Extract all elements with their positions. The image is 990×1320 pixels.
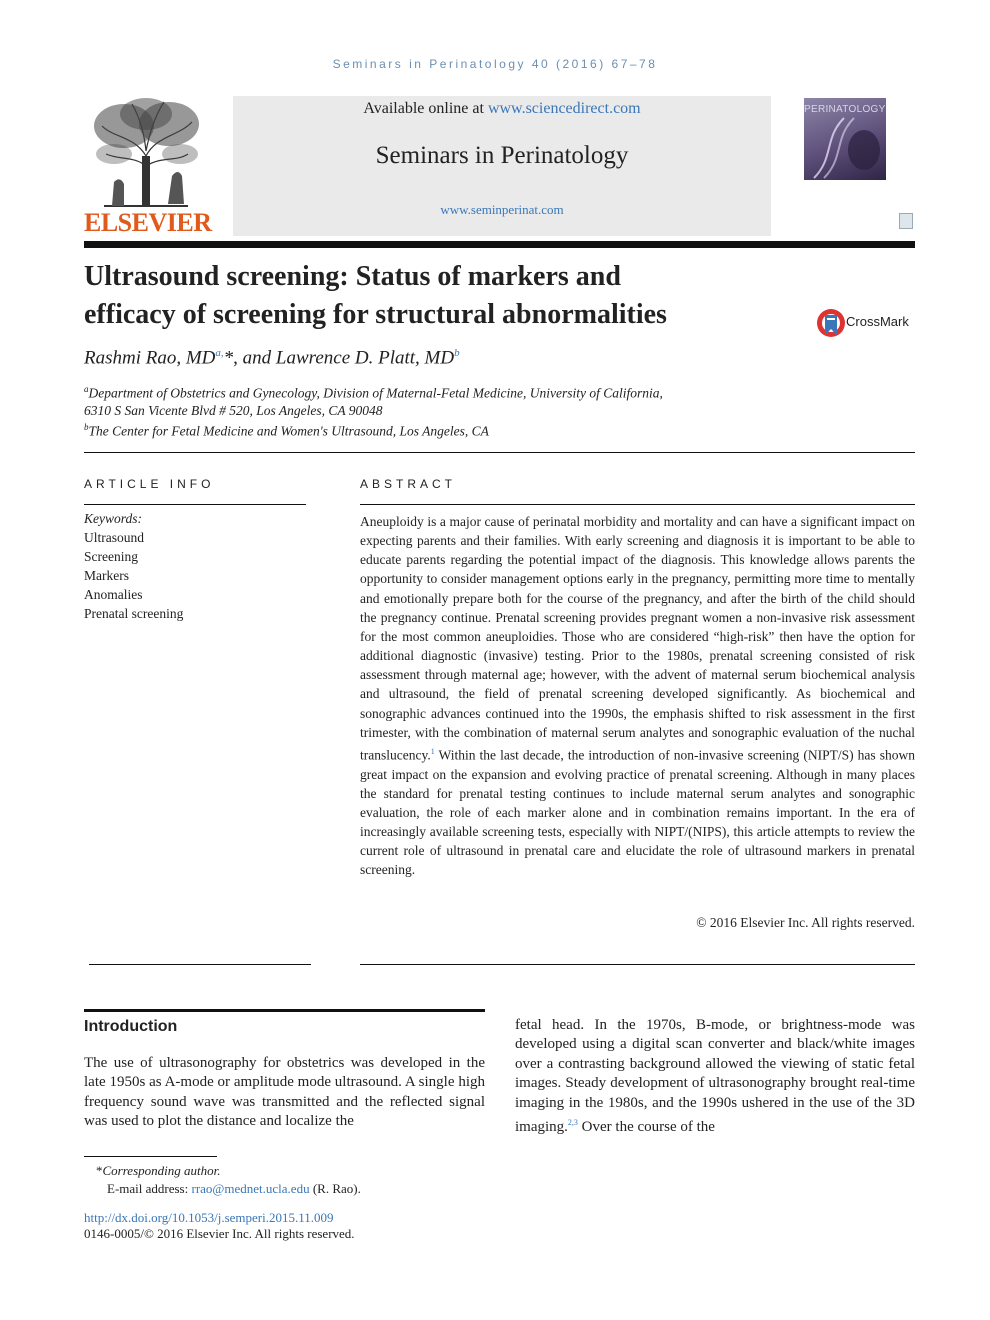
- abstract-text-part1: Aneuploidy is a major cause of perinatal morbidity and mortality and can have a significant impact on expecting parents and their families. With early screening and diagnosis it is important to be able to educate parents regarding the potential impact of the diagnosis. This knowledge allows parents the opportunity to consider management options early in the pregnancy, permitting more time to mentally and emotionally prepare both for the course of the pregnancy, and after the birth of the child should the pregnancy continue. Prenatal screening provides pregnant women a non-invasive risk assessment for the most common aneuploidies. Those who are considered “high-risk” then have the option for additional diagnostic (invasive) testing. Prior to the 1980s, prenatal screening consisted of risk assessment through maternal age; however, with the advent of maternal serum biochemical analysis and ultrasound, the field of prenatal screening developed significantly. As biochemical and sonographic advances continued into the 1990s, the emphasis shifted to risk assessment in the first trimester, with the combination of maternal serum analytes and sonographic evaluation of the nuchal translucency.: [360, 514, 915, 763]
- body-column-2-part1: fetal head. In the 1970s, B-mode, or brightness-mode was developed using a digital scan converter and black/white images over a contrasting background allowed the viewing of static fetal images. Steady development of ultrasonography brought real-time imaging in the 1980s, and the 1990s ushered in the use of the 3D imaging.: [515, 1017, 915, 1136]
- article-title-line1: Ultrasound screening: Status of markers and: [84, 261, 621, 292]
- keyword-item: Anomalies: [84, 587, 143, 602]
- citation-link[interactable]: 2,3: [567, 1118, 578, 1128]
- introduction-heading: Introduction: [84, 1018, 178, 1035]
- author-rao: Rashmi Rao, MD: [84, 347, 216, 369]
- available-online: [233, 100, 771, 118]
- keyword-item: Prenatal screening: [84, 606, 184, 621]
- affiliation-a-line2: 6310 S San Vicente Blvd # 520, Los Angeles, CA 90048: [84, 403, 383, 418]
- abstract-rule: [360, 504, 915, 505]
- article-title: [84, 258, 784, 334]
- corresponding-author-note: [96, 1163, 220, 1179]
- author-list: [84, 347, 460, 369]
- email-label: E-mail address:: [107, 1181, 192, 1196]
- email-note: [107, 1181, 361, 1197]
- keyword-item: Ultrasound: [84, 530, 144, 545]
- body-column-1: The use of ultrasonography for obstetrics was developed in the late 1950s as A-mode or amplitude mode ultrasound. A single high frequency sound wave was transmitted and the reflected signal was used to plot the distance and localize the: [84, 1055, 485, 1130]
- cover-dna-graphic: [804, 98, 886, 180]
- article-info-rule: [84, 504, 306, 505]
- affiliation-b-mark: b: [84, 422, 89, 432]
- journal-cover-image: [804, 98, 886, 180]
- footnote-star: *: [96, 1163, 103, 1178]
- citation-link[interactable]: 1: [430, 746, 435, 756]
- abstract-text: [360, 512, 915, 879]
- keywords-label: Keywords:: [84, 511, 142, 526]
- author-rao-affiliation-mark[interactable]: a,: [215, 347, 224, 359]
- section-rule: [84, 452, 915, 453]
- affiliation-a-line1: Department of Obstetrics and Gynecology, Division of Maternal-Fetal Medicine, University of California,: [88, 385, 663, 401]
- doi-link[interactable]: http://dx.doi.org/10.1053/j.semperi.2015.11.009: [84, 1210, 334, 1225]
- cover-title: PERINATOLOGY: [804, 104, 886, 115]
- email-link[interactable]: rrao@mednet.ucla.edu: [191, 1181, 310, 1196]
- available-online-label: Available online at: [363, 100, 488, 117]
- email-suffix: (R. Rao).: [309, 1181, 361, 1196]
- sciencedirect-link[interactable]: www.sciencedirect.com: [487, 100, 641, 117]
- article-title-line2: efficacy of screening for structural abnormalities: [84, 299, 667, 330]
- corresponding-star[interactable]: *: [223, 347, 234, 369]
- journal-banner: [233, 96, 771, 236]
- body-column-2-part2: Over the course of the: [577, 1119, 715, 1136]
- crossmark-label: CrossMark: [846, 314, 909, 329]
- affiliation-a: [84, 384, 663, 402]
- running-head: Seminars in Perinatology 40 (2016) 67–78: [332, 57, 658, 71]
- header-rule: [84, 241, 915, 248]
- footnote-rule: [84, 1156, 217, 1157]
- keyword-item: Markers: [84, 568, 129, 583]
- abstract-text-part2: Within the last decade, the introduction of non-invasive screening (NIPT/S) has shown great impact on the expansion and evolving practice of prenatal screening. Although in many places the standard for prenatal testing continues to include maternal serum analytes and sonographic evaluation, the role of each marker alone and in combination remains important. In the era of increasingly available screening tests, especially with NIPT/(NIPS), this article attempts to review the current role of ultrasound in prenatal care and elucidate the role of ultrasound markers in prenatal screening.: [360, 747, 915, 878]
- issn-copyright: 0146-0005/© 2016 Elsevier Inc. All rights reserved.: [84, 1226, 355, 1241]
- affiliation-a-mark: a: [84, 384, 89, 394]
- author-platt: Lawrence D. Platt, MD: [275, 347, 455, 369]
- corresponding-author-label: Corresponding author.: [102, 1163, 221, 1178]
- abstract-end-rule: [360, 964, 915, 965]
- article-info-heading: ARTICLE INFO: [84, 477, 215, 491]
- body-column-2: [515, 1016, 915, 1137]
- crossmark-icon: [816, 305, 846, 341]
- journal-url-link[interactable]: www.seminperinat.com: [440, 202, 564, 217]
- keyword-item: Screening: [84, 549, 138, 564]
- elsevier-wordmark: ELSEVIER: [84, 208, 212, 237]
- introduction-rule: [84, 1009, 485, 1012]
- affiliation-b-line1: The Center for Fetal Medicine and Women's Ultrasound, Los Angeles, CA: [88, 423, 489, 439]
- author-platt-affiliation-mark[interactable]: b: [454, 347, 460, 359]
- author-connector: , and: [233, 347, 276, 369]
- journal-name: Seminars in Perinatology: [375, 142, 629, 169]
- crossmark-badge[interactable]: [816, 305, 916, 341]
- affiliation-b: [84, 422, 489, 440]
- info-end-rule: [89, 964, 311, 965]
- abstract-copyright: © 2016 Elsevier Inc. All rights reserved.: [696, 915, 915, 930]
- qr-icon: [899, 213, 913, 229]
- abstract-heading: ABSTRACT: [360, 477, 457, 491]
